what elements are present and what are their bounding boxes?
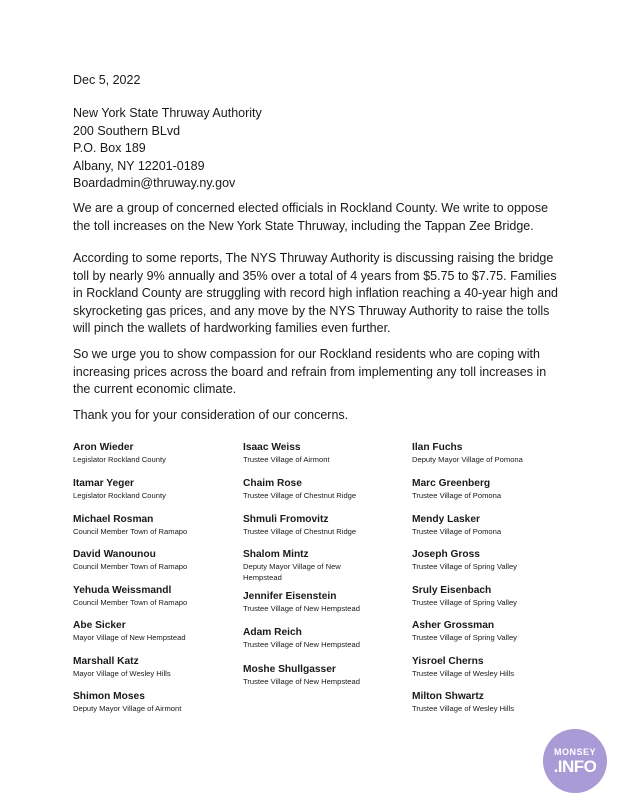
signatory xyxy=(412,690,523,726)
signatories-column-1 xyxy=(73,441,187,726)
signatory-name: Yisroel Cherns xyxy=(412,655,484,667)
address-line-po-box: P.O. Box 189 xyxy=(73,141,146,155)
signatory-title: Trustee Village of Chestnut Ridge xyxy=(243,526,357,536)
signatory-name: Shmuli Fromovitz xyxy=(243,513,329,525)
signatory-name: Shalom Mintz xyxy=(243,549,309,560)
paragraph-urge xyxy=(73,346,553,399)
signatory xyxy=(412,655,523,691)
signatory xyxy=(243,663,360,699)
signatory xyxy=(73,548,187,584)
signatory-title-continued: Hempstead xyxy=(243,572,282,582)
signatory xyxy=(412,441,523,477)
signatory-title: Trustee Village of Wesley Hills xyxy=(412,668,514,678)
signatory-name: Chaim Rose xyxy=(243,478,302,489)
signatory-title: Council Member Town of Ramapo xyxy=(73,526,188,536)
signatory-name: Joseph Gross xyxy=(412,549,480,560)
watermark-line-1: MONSEY xyxy=(553,746,596,757)
signatory xyxy=(243,548,360,590)
signatory-title: Trustee Village of Spring Valley xyxy=(412,633,517,642)
recipient-address xyxy=(73,105,262,193)
signatory xyxy=(412,619,523,655)
signatory-title: Trustee Village of New Hempstead xyxy=(243,676,360,686)
signatory-name: David Wanounou xyxy=(73,549,156,560)
signatory xyxy=(412,477,523,513)
signatory-title: Trustee Village of Wesley Hills xyxy=(412,704,514,713)
paragraph-line: the current economic climate. xyxy=(73,382,237,396)
signatory-title: Trustee Village of New Hempstead xyxy=(243,604,360,613)
signatory xyxy=(412,584,523,620)
signatory-title: Deputy Mayor Village of New xyxy=(243,562,341,571)
signatory-name: Ilan Fuchs xyxy=(412,442,463,453)
signatory-title: Mayor Village of Wesley Hills xyxy=(73,668,171,678)
signatory-name: Sruly Eisenbach xyxy=(412,584,492,596)
signatory-title: Trustee Village of Pomona xyxy=(412,526,502,536)
signatory xyxy=(73,513,187,549)
paragraph-line: skyrocketing gas prices, and any move by the NYS Thruway Authority to raise the tolls xyxy=(73,303,550,318)
signatory-name: Abe Sicker xyxy=(73,620,126,631)
signatory-title: Legislator Rockland County xyxy=(73,491,166,500)
paragraph-line: We are a group of concerned elected officials in Rockland County. We write to oppose xyxy=(73,201,549,215)
signatory-name: Milton Shwartz xyxy=(412,691,484,702)
watermark-line-2: .INFO xyxy=(553,756,597,776)
paragraph-line: So we urge you to show compassion for our Rockland residents who are coping with xyxy=(73,347,540,361)
signatory-title: Trustee Village of Pomona xyxy=(412,491,502,500)
signatory-title: Deputy Mayor Village of Airmont xyxy=(73,704,182,713)
signatory xyxy=(412,513,523,549)
signatory-name: Asher Grossman xyxy=(412,620,495,631)
address-line-organization: New York State Thruway Authority xyxy=(73,106,262,120)
signatory-name: Itamar Yeger xyxy=(73,478,134,489)
signatory xyxy=(73,584,187,620)
signatory xyxy=(73,655,187,691)
paragraph-line: increasing prices across the board and refrain from implementing any toll increases in xyxy=(73,364,547,379)
signatory xyxy=(73,690,187,726)
closing-line: Thank you for your consideration of our concerns. xyxy=(73,408,349,422)
signatory-title: Council Member Town of Ramapo xyxy=(73,562,188,571)
signatory-name: Shimon Moses xyxy=(73,691,145,702)
signatory xyxy=(243,441,360,477)
paragraph-intro xyxy=(73,200,553,235)
signatory-title: Council Member Town of Ramapo xyxy=(73,597,188,607)
monsey-info-watermark xyxy=(543,729,607,793)
address-line-email: Boardadmin@thruway.ny.gov xyxy=(73,176,236,190)
address-line-city: Albany, NY 12201-0189 xyxy=(73,158,205,173)
signatory-name: Yehuda Weissmandl xyxy=(73,584,172,596)
signatory-name: Aron Wieder xyxy=(73,442,134,453)
signatory xyxy=(73,619,187,655)
paragraph-reports xyxy=(73,250,559,338)
signatory-title: Mayor Village of New Hempstead xyxy=(73,633,186,642)
signatory-name: Mendy Lasker xyxy=(412,513,480,525)
signatory-name: Jennifer Eisenstein xyxy=(243,591,337,602)
signatory-name: Marc Greenberg xyxy=(412,478,491,489)
signatory xyxy=(412,548,523,584)
paragraph-line: toll by nearly 9% annually and 35% over a total of 4 years from $5.75 to $7.75. Families xyxy=(73,268,557,283)
signatory xyxy=(243,513,360,549)
signatory-name: Adam Reich xyxy=(243,626,302,638)
signatory-title: Trustee Village of New Hempstead xyxy=(243,639,360,649)
signatory xyxy=(243,590,360,626)
signatory xyxy=(243,477,360,513)
signatory-title: Deputy Mayor Village of Pomona xyxy=(412,455,523,464)
signatory-name: Michael Rosman xyxy=(73,513,154,525)
signatory xyxy=(243,626,360,663)
letter-date: Dec 5, 2022 xyxy=(73,73,141,87)
signatory-title: Legislator Rockland County xyxy=(73,455,166,464)
signatory xyxy=(73,441,187,477)
signatory-name: Isaac Weiss xyxy=(243,442,301,453)
signatories-column-2 xyxy=(243,441,360,698)
address-line-street: 200 Southern BLvd xyxy=(73,123,181,138)
paragraph-line: in Rockland County are struggling with record high inflation reaching a 40-year high and xyxy=(73,286,559,300)
signatory-title: Trustee Village of Spring Valley xyxy=(412,562,517,571)
paragraph-line: will pinch the wallets of hardworking families even further. xyxy=(73,321,391,335)
paragraph-line: According to some reports, The NYS Thruway Authority is discussing raising the bridge xyxy=(73,251,554,265)
signatories-column-3 xyxy=(412,441,523,726)
signatory xyxy=(73,477,187,513)
signatory-title: Trustee Village of Spring Valley xyxy=(412,597,517,607)
paragraph-line: the toll increases on the New York State Thruway, including the Tappan Zee Bridge. xyxy=(73,218,534,233)
signatory-name: Marshall Katz xyxy=(73,655,139,667)
signatory-title: Trustee Village of Airmont xyxy=(243,455,330,464)
signatory-name: Moshe Shullgasser xyxy=(243,663,336,675)
signatory-title: Trustee Village of Chestnut Ridge xyxy=(243,491,357,500)
